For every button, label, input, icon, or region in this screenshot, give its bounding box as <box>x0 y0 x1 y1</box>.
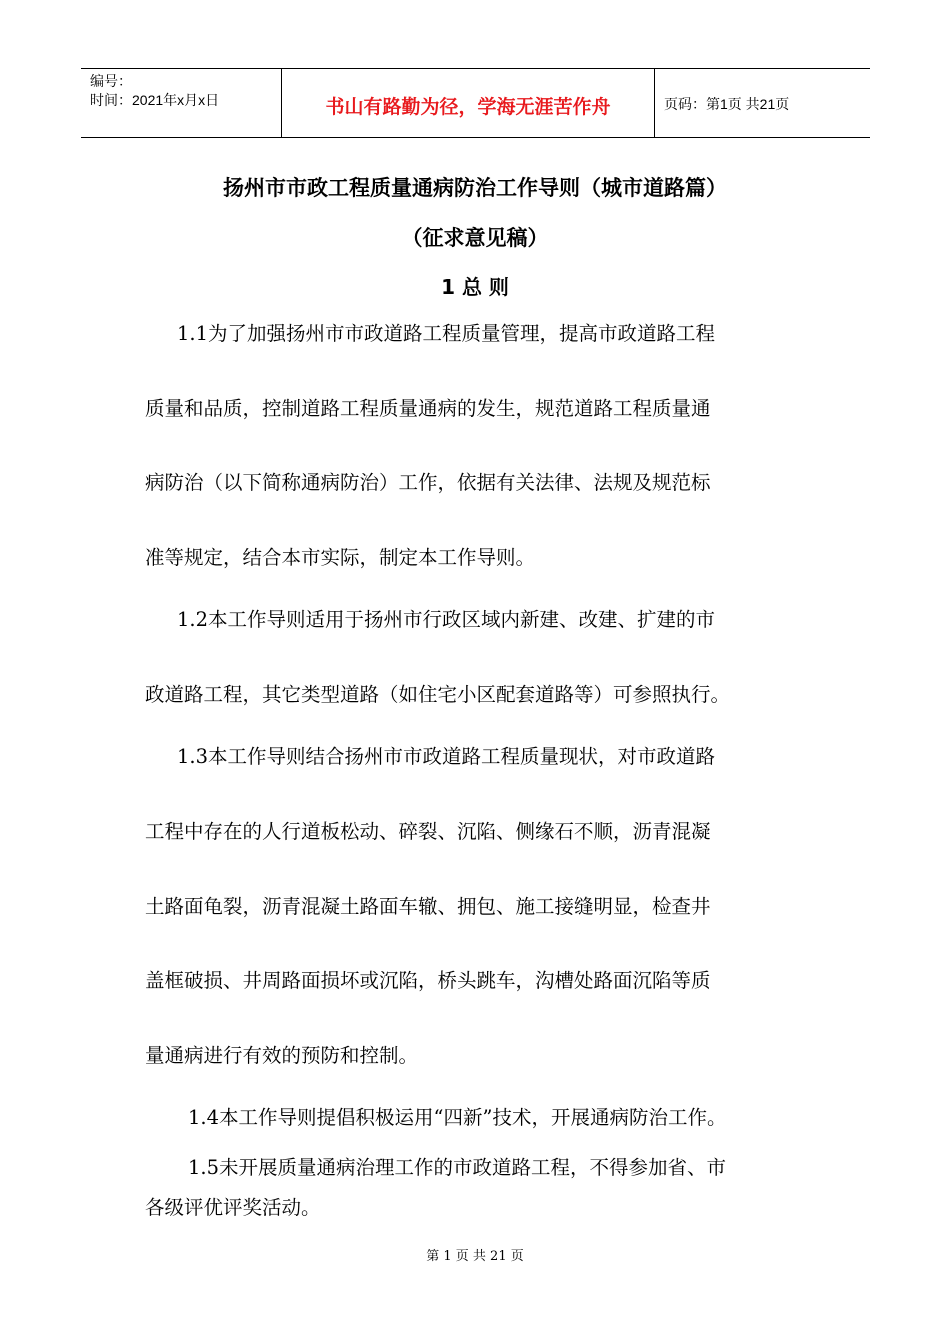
document-title: 扬州市市政工程质量通病防治工作导则（城市道路篇） <box>223 176 727 200</box>
body-line: 准等规定，结合本市实际，制定本工作导则。 <box>145 546 536 569</box>
body-line: 病防治（以下简称通病防治）工作，依据有关法律、法规及规范标 <box>145 471 711 494</box>
footer-page-number: 第 1 页 共 21 页 <box>426 1249 524 1264</box>
body-line: 1.2本工作导则适用于扬州市行政区域内新建、改建、扩建的市 <box>177 608 716 631</box>
body-line: 1.5未开展质量通病治理工作的市政道路工程，不得参加省、市 <box>188 1156 727 1179</box>
header-meta-cell <box>81 69 281 137</box>
body-line: 盖框破损、井周路面损坏或沉陷，桥头跳车，沟槽处路面沉陷等质 <box>145 969 711 992</box>
header-table <box>81 68 870 138</box>
body-line: 1.3本工作导则结合扬州市市政道路工程质量现状，对市政道路 <box>177 745 716 768</box>
header-slogan-cell <box>281 69 655 137</box>
body-line: 政道路工程，其它类型道路（如住宅小区配套道路等）可参照执行。 <box>145 683 731 706</box>
document-time-label: 时间：2021年x月x日 <box>90 92 220 108</box>
header-slogan: 书山有路勤为径，学海无涯苦作舟 <box>325 96 611 118</box>
body-line: 各级评优评奖活动。 <box>145 1196 321 1219</box>
body-line: 1.4本工作导则提倡积极运用“四新”技术，开展通病防治工作。 <box>188 1106 727 1129</box>
body-line: 1.1为了加强扬州市市政道路工程质量管理，提高市政道路工程 <box>177 322 716 345</box>
body-line: 工程中存在的人行道板松动、碎裂、沉陷、侧缘石不顺，沥青混凝 <box>145 820 711 843</box>
header-page-label: 页码：第1页 共21页 <box>664 96 790 112</box>
header-page-cell <box>654 69 870 137</box>
body-line: 土路面龟裂，沥青混凝土路面车辙、拥包、施工接缝明显，检查井 <box>145 895 711 918</box>
body-line: 量通病进行有效的预防和控制。 <box>145 1044 419 1067</box>
document-subtitle: （征求意见稿） <box>401 226 549 250</box>
body-line: 质量和品质，控制道路工程质量通病的发生，规范道路工程质量通 <box>145 397 711 420</box>
document-number-label: 编号： <box>90 73 132 89</box>
section-heading: 1 总 则 <box>441 275 509 299</box>
